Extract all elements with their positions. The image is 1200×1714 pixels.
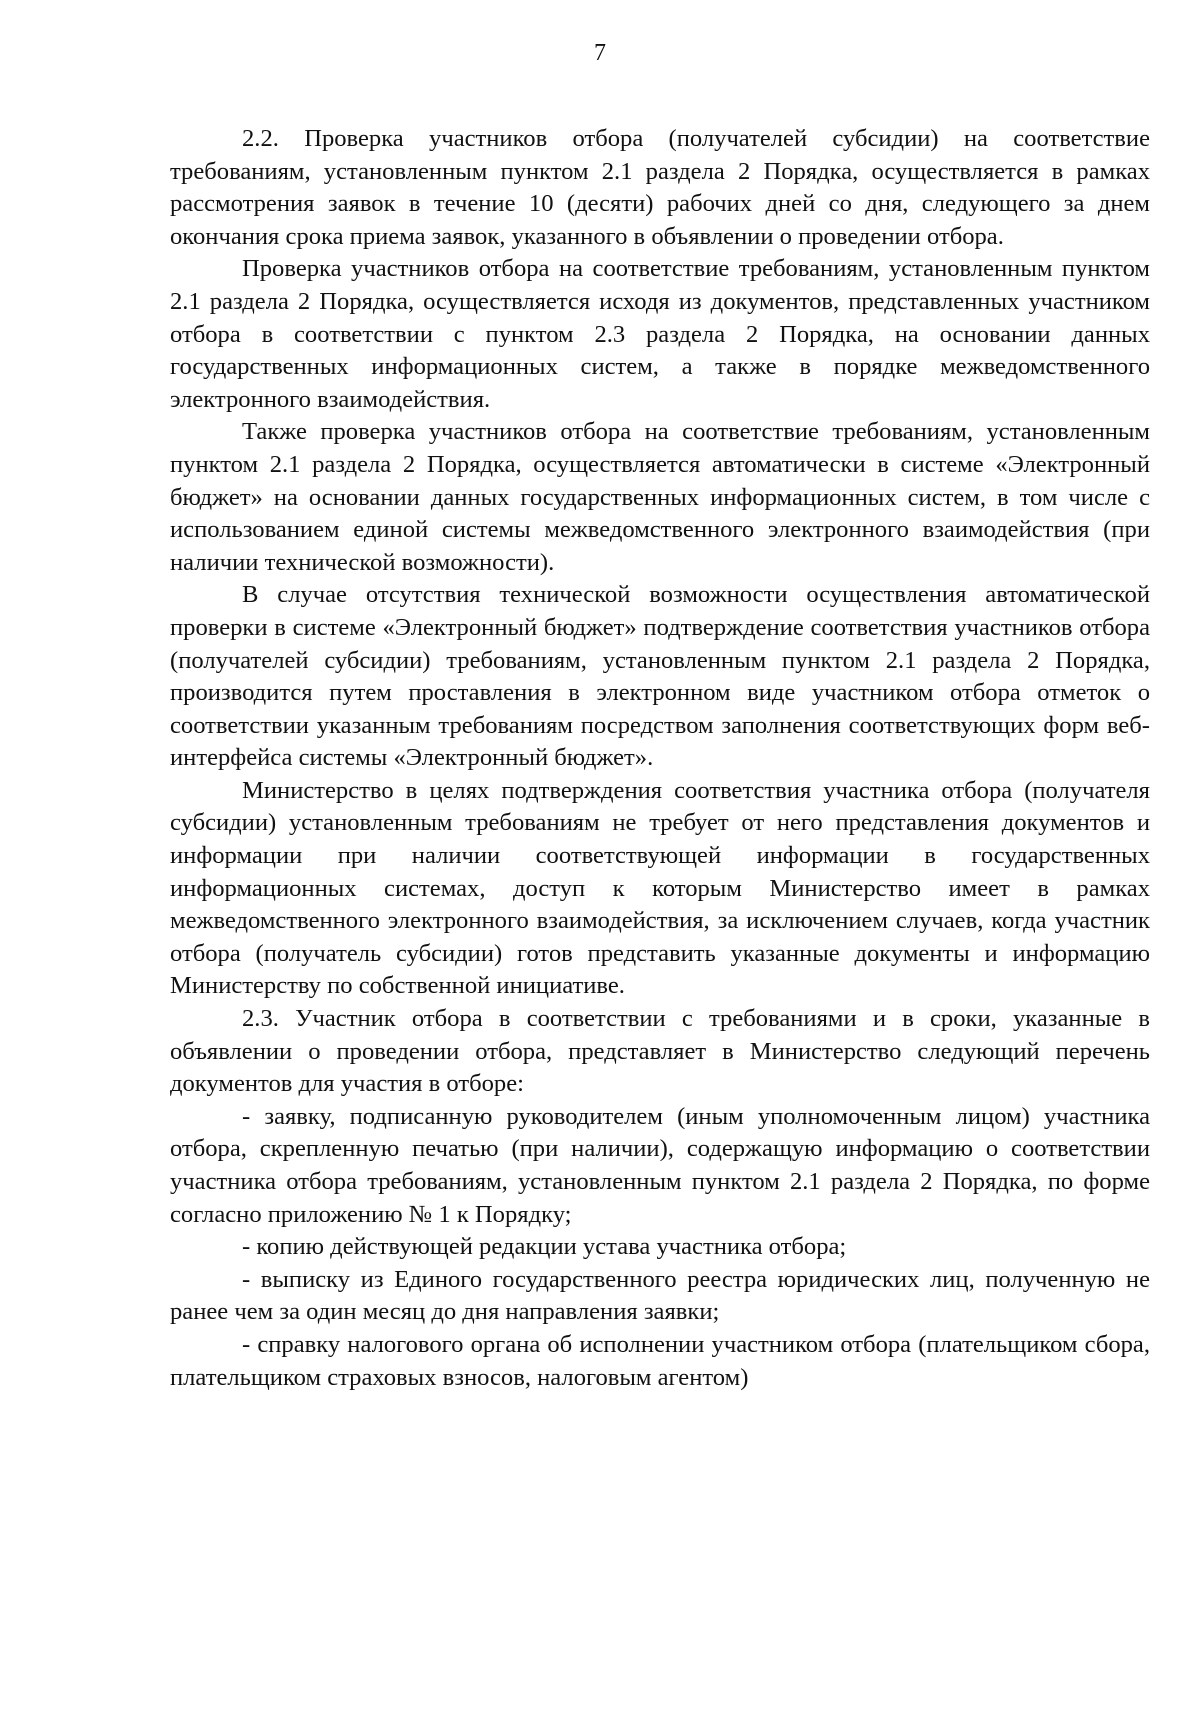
document-body [170, 123, 1150, 1394]
list-item-tax-certificate: - справку налогового органа об исполнении участником отбора (плательщиком сбора, плательщиком страховых взносов, налоговым агентом) [170, 1330, 1150, 1391]
list-item-registry-extract: - выписку из Единого государственного реестра юридических лиц, полученную не ранее чем за один месяц до дня направления заявки; [170, 1265, 1150, 1326]
paragraph-verification-basis: Проверка участников отбора на соответствие требованиям, установленным пунктом 2.1 раздела 2 Порядка, осуществляется исходя из документов, представленных участником отбора в соответствии с пунктом 2.3 раздела 2 Порядка, на основании данных государственных информационных систем, а также в порядке межведомственного электронного взаимодействия. [170, 255, 1150, 413]
list-item-charter-copy: - копию действующей редакции устава участника отбора; [242, 1233, 847, 1261]
paragraph-2-3-documents: 2.3. Участник отбора в соответствии с требованиями и в сроки, указанные в объявлении о проведении отбора, представляет в Министерство следующий перечень документов для участия в отборе: [170, 1005, 1150, 1098]
paragraph-no-technical-possibility: В случае отсутствия технической возможности осуществления автоматической проверки в системе «Электронный бюджет» подтверждение соответствия участников отбора (получателей субсидии) требованиям, установленным пунктом 2.1 раздела 2 Порядка, производится путем проставления в электронном виде участником отбора отметок о соответствии указанным требованиям посредством заполнения соответствующих форм веб-интерфейса системы «Электронный бюджет». [170, 581, 1150, 772]
paragraph-automatic-verification: Также проверка участников отбора на соответствие требованиям, установленным пунктом 2.1 раздела 2 Порядка, осуществляется автоматически в системе «Электронный бюджет» на основании данных государственных информационных систем, в том числе с использованием единой системы межведомственного электронного взаимодействия (при наличии технической возможности). [170, 418, 1150, 576]
page-number: 7 [594, 40, 606, 66]
paragraph-ministry-requirements: Министерство в целях подтверждения соответствия участника отбора (получателя субсидии) установленным требованиям не требует от него представления документов и информации при наличии соответствующей информации в государственных информационных системах, доступ к которым Министерство имеет в рамках межведомственного электронного взаимодействия, за исключением случаев, когда участник отбора (получатель субсидии) готов представить указанные документы и информацию Министерству по собственной инициативе. [170, 776, 1150, 1000]
paragraph-2-2-verification: 2.2. Проверка участников отбора (получателей субсидии) на соответствие требованиям, установленным пунктом 2.1 раздела 2 Порядка, осуществляется в рамках рассмотрения заявок в течение 10 (десяти) рабочих дней со дня, следующего за днем окончания срока приема заявок, указанного в объявлении о проведении отбора. [170, 125, 1150, 250]
list-item-application: - заявку, подписанную руководителем (иным уполномоченным лицом) участника отбора, скрепленную печатью (при наличии), содержащую информацию о соответствии участника отбора требованиям, установленным пунктом 2.1 раздела 2 Порядка, по форме согласно приложению № 1 к Порядку; [170, 1102, 1150, 1228]
